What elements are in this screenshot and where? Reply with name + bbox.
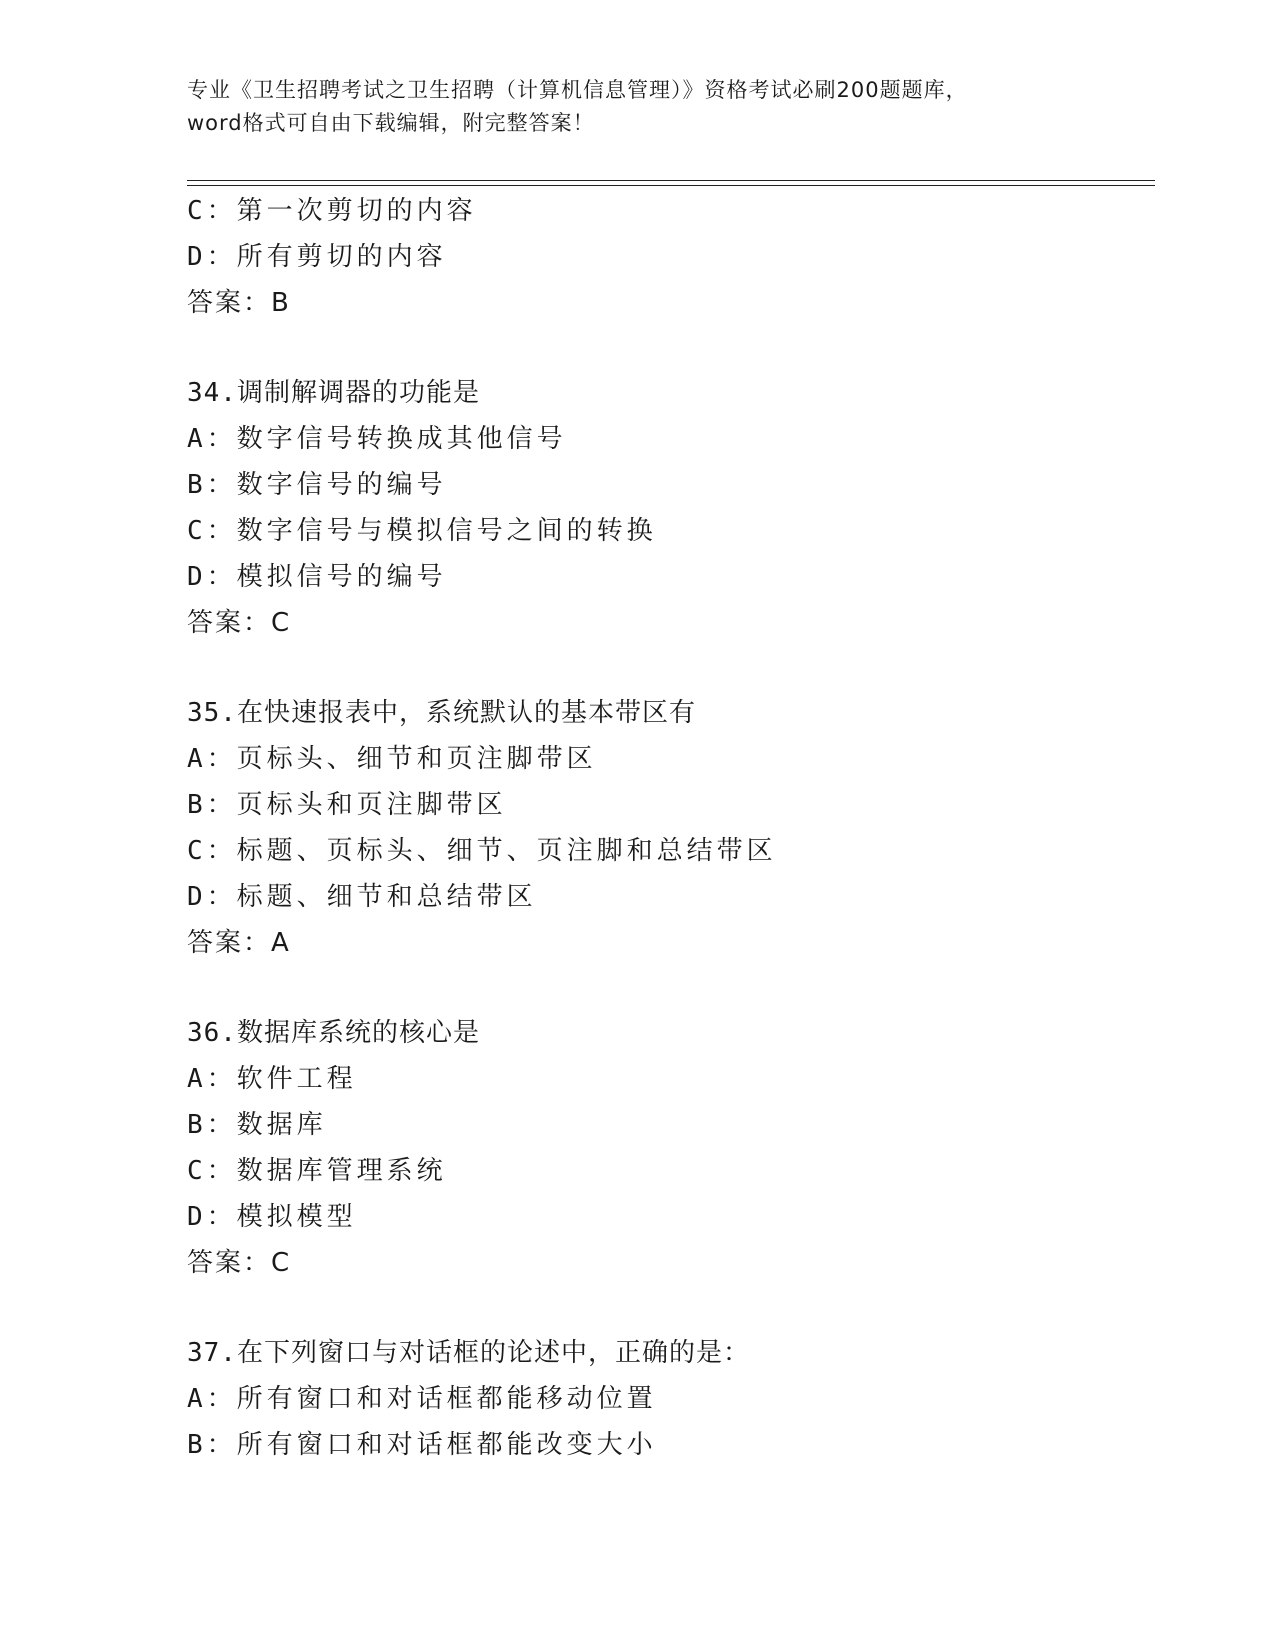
answer-label: 答案：A — [187, 928, 291, 958]
question-stem: 35.在快速报表中，系统默认的基本带区有 — [187, 698, 696, 728]
header-line-2: word格式可自由下载编辑，附完整答案！ — [187, 111, 595, 135]
question-stem: 34.调制解调器的功能是 — [187, 378, 480, 408]
question-block-37 — [187, 1330, 1147, 1468]
option-c: C：数据库管理系统 — [187, 1156, 447, 1186]
header-divider-bottom — [187, 185, 1155, 186]
question-block-36 — [187, 1010, 1147, 1286]
question-stem: 37.在下列窗口与对话框的论述中，正确的是： — [187, 1338, 750, 1368]
spacer — [187, 646, 1147, 690]
option-b: B：数字信号的编号 — [187, 470, 447, 500]
option-d: D：标题、细节和总结带区 — [187, 882, 537, 912]
document-header — [187, 74, 1087, 140]
option-c: C：标题、页标头、细节、页注脚和总结带区 — [187, 836, 777, 866]
question-list — [187, 188, 1147, 1468]
answer-label: 答案：B — [187, 288, 291, 318]
spacer — [187, 326, 1147, 370]
option-a: A：数字信号转换成其他信号 — [187, 424, 567, 454]
option-a: A：页标头、细节和页注脚带区 — [187, 744, 597, 774]
header-line-1: 专业《卫生招聘考试之卫生招聘（计算机信息管理）》资格考试必刷200题题库， — [187, 78, 968, 102]
header-divider-top — [187, 180, 1155, 181]
option-b: B：所有窗口和对话框都能改变大小 — [187, 1430, 657, 1460]
option-a: A：软件工程 — [187, 1064, 357, 1094]
option-c: C：第一次剪切的内容 — [187, 196, 477, 226]
option-b: B：页标头和页注脚带区 — [187, 790, 507, 820]
question-block-partial — [187, 188, 1147, 326]
spacer — [187, 966, 1147, 1010]
option-d: D：模拟信号的编号 — [187, 562, 447, 592]
answer-label: 答案：C — [187, 608, 292, 638]
spacer — [187, 1286, 1147, 1330]
question-block-35 — [187, 690, 1147, 966]
answer-label: 答案：C — [187, 1248, 292, 1278]
option-d: D：所有剪切的内容 — [187, 242, 447, 272]
option-a: A：所有窗口和对话框都能移动位置 — [187, 1384, 657, 1414]
question-stem: 36.数据库系统的核心是 — [187, 1018, 480, 1048]
question-block-34 — [187, 370, 1147, 646]
option-d: D：模拟模型 — [187, 1202, 357, 1232]
option-c: C：数字信号与模拟信号之间的转换 — [187, 516, 657, 546]
option-b: B：数据库 — [187, 1110, 327, 1140]
